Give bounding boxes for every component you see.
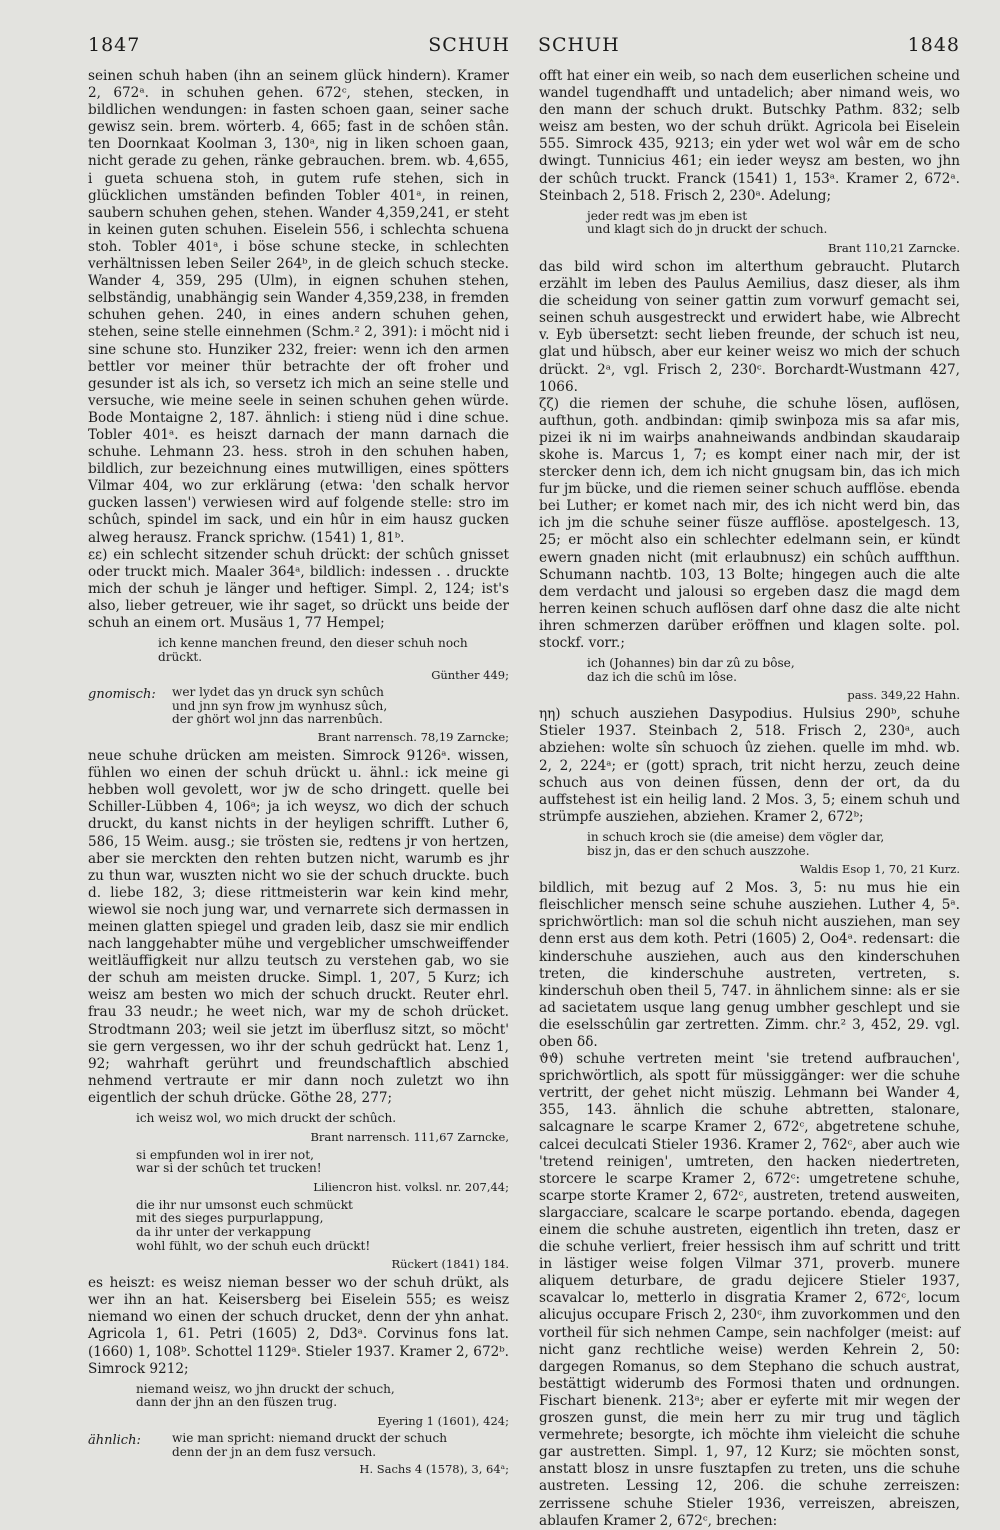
verse-quotation: ich (Johannes) bin dar zû zu bôse, daz ich die schû im lôse. <box>587 656 795 684</box>
paragraph: es heiszt: es weisz nieman besser wo der schuh drükt, als wer ihn an hat. Keisersberg bei Eiselein 555; es weisz niemand wo einen der schuch drucket, denn der yhn anhat. Agricola 1, 61. Petri (1605) 2, Dd3ᵃ. Corvinus fons lat. (1660) 1, 108ᵇ. Schottel 1129ᵃ. Stieler 1937. Kramer 2, 672ᵇ. Simrock 9212; <box>88 1275 509 1377</box>
paragraph: das bild wird schon im alterthum gebraucht. Plutarch erzählt im leben des Paulus Aemilius, dasz dieser, als ihm die scheidung von seiner gattin zum vorwurf gemacht sei, seinen schuh ausgestreckt und erwidert habe, wie Albrecht v. Eyb übersetzt: secht lieben freunde, der schuch ist neu, glat und hübsch, aber eur keiner weisz wo mich der schuch drückt. 2ᵃ, vgl. Frisch 2, 230ᶜ. Borchardt-Wustmann 427, 1066. <box>539 258 960 395</box>
verse-quotation: die ihr nur umsonst euch schmückt mit des sieges purpurlappung, da ihr unter der verkappung wohl fühlt, wo der schuh euch drückt! <box>136 1197 371 1253</box>
similar-quotation <box>88 1432 509 1459</box>
quotation-source: H. Sachs 4 (1578), 3, 64ᵃ; <box>359 1462 509 1477</box>
paragraph: ηη) schuch ausziehen Dasypodius. Hulsius 290ᵇ, schuhe Stieler 1937. Steinbach 2, 518. Frisch 2, 230ᵃ, auch abziehen: wolte sîn schuoch ûz ziehen. quelle im mhd. wb. 2, 2, 224ᵃ; er (gott) sprach, trit nicht herzu, zeuch deine schuch aus von deinen füssen, denn der ort, da du auffstehest ist ein heilig land. 2 Mos. 3, 5; einem schuh und strümpfe ausziehen, abziehen. Kramer 2, 672ᵇ; <box>539 706 960 825</box>
verse-quotation: in schuch kroch sie (die ameise) dem vögler dar, bisz jn, das er den schuch auszzohe. <box>587 829 885 858</box>
paragraph: bildlich, mit bezug auf 2 Mos. 3, 5: nu mus hie ein fleischlicher mensch seine schuhe ausziehen. Luther 4, 5ᵃ. sprichwörtlich: man sol die schuh nicht ausziehen, man sey denn erst aus dem koth. Petri (1605) 2, Oo4ᵃ. redensart: die kinderschuhe ausziehen, auch aus den kinderschuhen treten, die kinderschuhe austreten, vertreten, s. kinderschuh oben theil 5, 747. in ähnlichem sinne: als er sie ad sacietatem usque lang genug umbher geschlept und sie die eselsschûlin gar zertretten. Zimm. chr.² 3, 452, 29. vgl. oben δδ. <box>539 880 960 1050</box>
quotation-source: Brant 110,21 Zarncke. <box>827 240 960 255</box>
verse-quotation: niemand weisz, wo jhn druckt der schuch, dann der jhn an den füszen trug. <box>136 1381 395 1410</box>
verse-quotation: jeder redt was jm eben ist und klagt sich do jn druckt der schuch. <box>587 208 828 237</box>
quotation-source: Liliencron hist. volksl. nr. 207,44; <box>313 1179 509 1194</box>
gnomic-quotation <box>88 686 509 727</box>
quotation-source: pass. 349,22 Hahn. <box>847 688 960 703</box>
right-headword: SCHUH <box>538 34 620 56</box>
quotation-label: ähnlich: <box>88 1432 141 1448</box>
quotation-source: Waldis Esop 1, 70, 21 Kurz. <box>799 862 960 877</box>
verse-quotation: ich weisz wol, wo mich druckt der schûch. <box>136 1111 397 1126</box>
verse-quotation: wie man spricht: niemand druckt der schuch denn der jn an dem fusz versuch. <box>172 1430 448 1459</box>
paragraph: offt hat einer ein weib, so nach dem euserlichen scheine und wandel tugendhafft und untadelich; aber nimand weis, wo den mann der schuch drukt. Butschky Pathm. 832; selb weisz am besten, wo der schuh drükt. Agricola bei Eiselein 555. Simrock 435, 9213; ein yder wet wol wâr em de scho dwingt. Tunnicius 461; ein ieder weysz am besten, wo jhn der schûch truckt. Franck (1541) 1, 153ᵃ. Kramer 2, 672ᵃ. Steinbach 2, 518. Frisch 2, 230ᵃ. Adelung; <box>539 68 960 204</box>
paragraph: ϑϑ) schuhe vertreten meint 'sie tretend aufbrauchen', sprichwörtlich, als spott für müssiggänger: wer die schuhe vertritt, der gehet nicht müszig. Lehmann bei Wander 4, 355, 143. ähnlich die schuhe abtretten, stalonare, salcagnare le scarpe Kramer 2, 672ᶜ, abgetretene schuhe, calcei deculcati Stieler 1936. Kramer 2, 762ᶜ, aber auch wie 'tretend reinigen', umtreten, den hacken niedertreten, storcere le scarpe Kramer 2, 672ᶜ: umgetretene schuhe, scarpe storte Kramer 2, 672ᶜ, austreten, tretend ausweiten, slargacciare, scalcare le scarpe portando. ebenda, dagegen einem die schuhe austreten, eigentlich ihn treten, dasz er die schuhe verliert, freier hessisch ihm auf schritt und tritt in lästiger weise folgen Vilmar 371, proverb. munere aliquem deturbare, de gradu dejicere Stieler 1937, scavalcar lo, metterlo in disgratia Kramer 2, 672ᶜ, locum alicujus occupare Frisch 2, 230ᶜ, ihm zuvorkommen und den vortheil für sich nehmen Campe, sein nachfolger (meist: auf nicht ganz rechtliche weise) werden Kehrein 2, 50: dargegen Romanus, so dem Stephano die schuch austrat, bestättigt widerumb des Formosi thaten und ordnungen. Fischart bienenk. 213ᵃ; aber er eyferte mit mir wegen der groszen gunst, die mein herr zu mir trug und täglich vermehrete; besorgte, ich möchte ihm vieleicht die schuhe gar austretten. Simpl. 1, 97, 12 Kurz; sie möchten sonst, anstatt blosz in unsre fusztapfen zu treten, uns die schuhe austreten. Lessing 12, 206. die schuhe zerreiszen: zerrissene schuhe Stieler 1936, verreiszen, abreiszen, ablaufen Kramer 2, 672ᶜ, brechen: <box>539 1051 960 1529</box>
quotation-source: Günther 449; <box>431 668 509 683</box>
right-page-number: 1848 <box>907 34 960 56</box>
right-column <box>539 68 960 1530</box>
left-column <box>88 68 509 1530</box>
paragraph: ζζ) die riemen der schuhe, die schuhe lösen, auflösen, aufthun, goth. andbindan: qimiþ swinþoza mis sa afar mis, pizei ik ni im wairþs anahneiwands andbindan skaudaraip skohe is. Marcus 1, 7; es kompt einer nach mir, der ist stercker denn ich, dem ich nicht gnugsam bin, das ich mich fur jm bücke, und die riemen seiner schuch aufflöse. ebenda bei Luther; er komet nach mir, des ich nicht werd bin, das ich jm die schuhe seiner füsze aufflöse. apostelgesch. 13, 25; er möcht also ein schlechter edelmann sein, er kündt ewern gnaden nicht (mit erlaubnusz) ein schûch auffthun. Schumann nachtb. 103, 13 Bolte; hingegen auch die alte dem verdacht und jalousi so ergeben dasz die magd dem herren keinen schuch auflösen darf ohne dasz die alte nicht ihren schmerzen darüber eröffnen und klagen solte. pol. stockf. vorr.; <box>539 395 960 651</box>
verse-quotation: wer lydet das yn druck syn schûch und jnn syn frow jm wynhusz sûch, der ghört wol jnn das narrenbûch. <box>172 685 388 727</box>
quotation-source: Eyering 1 (1601), 424; <box>377 1413 509 1428</box>
paragraph: seinen schuh haben (ihn an seinem glück hindern). Kramer 2, 672ᵃ. in schuhen gehen. 672ᶜ, stehen, stecken, in bildlichen wendungen: in fasten schoen gaan, seiner sache gewisz sein. brem. wörterb. 4, 665; fast in de schôen stân. ten Doornkaat Koolman 3, 130ᵃ, nig in liken schoen gaan, nicht gerade zu gehen, ränke gebrauchen. brem. wb. 4,655, i gueta schuena stoh, in gutem rufe stehen, sich in glücklichen umständen befinden Tobler 401ᵃ, in reinen, saubern schuhen gehen, stehen. Wander 4,359,241, er steht in keinen guten schuhen. Eiselein 556, i schlechta schuena stoh. Tobler 401ᵃ, i böse schune stecke, in schlechten verhältnissen leben Seiler 264ᵇ, in de gleich schuch stecke. Wander 4, 359, 295 (Ulm), in eignen schuhen stehen, selbständig, unabhängig sein Wander 4,359,238, in fremden schuhen gehen. 240, in eines andern schuhen gehen, stehen, seine stelle einnehmen (Schm.² 2, 391): i möcht nid i sine schune sto. Hunziker 232, freier: wenn ich den armen bettler vor meiner thür betrachte der oft froher und gesunder ist als ich, so versetz ich mich an seine stelle und versuche, wie meine seele in seinen schuhen gehen würde. Bode Montaigne 2, 187. ähnlich: i stieng nüd i dine schue. Tobler 401ᵃ. es heiszt darnach der mann darnach die schuhe. Lehmann 23. hess. stroh in den schuhen haben, bildlich, zur bezeichnung eines mutwilligen, eines spötters Vilmar 404, wo zur erklärung (etwa: 'den schalk hervor gucken lassen') verwiesen wird auf folgende stelle: stro im schûch, spindel im sack, und ein hûr in eim hausz gucken alweg herausz. Franck sprichw. (1541) 1, 81ᵇ. <box>88 68 509 546</box>
quotation-source: Brant narrensch. 111,67 Zarncke, <box>310 1129 509 1144</box>
verse-quotation: ich kenne manchen freund, den dieser schuh noch drückt. <box>158 636 468 664</box>
quotation-source: Brant narrensch. 78,19 Zarncke; <box>317 730 509 745</box>
right-column-header <box>524 34 960 56</box>
page-header <box>88 34 960 68</box>
paragraph: neue schuhe drücken am meisten. Simrock 9126ᵃ. wissen, fühlen wo einen der schuh drückt u. ähnl.: ick meine gi hebben woll gevolett, wor jw de scho dringett. quelle bei Schiller-Lübben 4, 106ᵃ; ja ich weysz, wo dich der schuch druckt, du kanst nichts in der heyligen schrifft. Luther 6, 586, 15 Weim. ausg.; sie trösten sie, redtens jr von hertzen, aber sie merckten den rehten butzen nicht, warumb es jhr zu thun war, wuszten nicht wo sie der schuch druckte. buch d. liebe 182, 3; diese rittmeisterin war kein kind mehr, wiewol sie noch jung war, und vernarrete sich dermassen in meinen glatten spiegel und graden leib, dasz sie mir endlich nach langgehabter mühe und vergeblicher umschweiffender weitläuffigkeit nur allzu teutsch zu verstehen gab, wo sie der schuh am meisten drucke. Simpl. 1, 207, 5 Kurz; ich weisz am besten wo mich der schuch druckt. Reuter ehrl. frau 33 neudr.; he weet nich, war my de schoh drücket. Strodtmann 203; weil sie jetzt im überflusz sitzt, so möcht' sie gern vergessen, wo ihr der schuh gedrückt hat. Lenz 1, 92; wahrhaft gerührt und freundschaftlich abschied nehmend vertraute er mir dann noch zuletzt wo ihn eigentlich der schuh drücke. Göthe 28, 277; <box>88 748 509 1106</box>
left-column-header <box>88 34 524 56</box>
text-columns <box>88 68 960 1530</box>
paragraph: εε) ein schlecht sitzender schuh drückt: der schûch gnisset oder truckt mich. Maaler 364ᵃ, bildlich: indessen . . druckte mich der schuh je länger und heftiger. Simpl. 2, 124; ist's also, lieber getreuer, wie ihr saget, so drückt uns beide der schuh an einem ort. Musäus 1, 77 Hempel; <box>88 546 509 631</box>
left-page-number: 1847 <box>88 34 141 56</box>
quotation-label: gnomisch: <box>88 687 156 703</box>
quotation-source: Rückert (1841) 184. <box>391 1257 509 1272</box>
left-headword: SCHUH <box>428 34 510 56</box>
verse-quotation: si empfunden wol in irer not, war si der schûch tet trucken! <box>136 1147 322 1176</box>
